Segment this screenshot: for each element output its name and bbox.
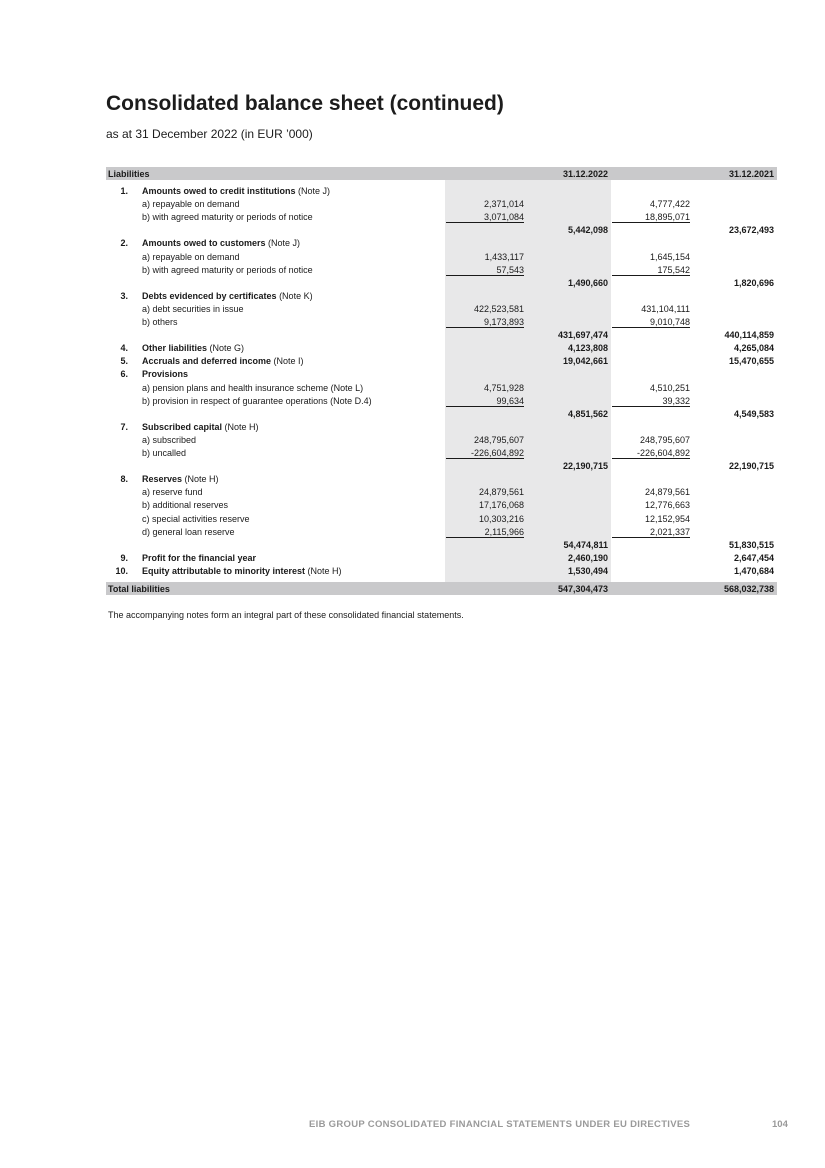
row-label <box>142 553 256 563</box>
row-label <box>142 238 300 248</box>
footnote: The accompanying notes form an integral part of these consolidated financial statements. <box>108 610 464 620</box>
table-row <box>106 354 777 367</box>
footer-text: EIB GROUP CONSOLIDATED FINANCIAL STATEMENTS UNDER EU DIRECTIVES <box>309 1119 691 1130</box>
table-row <box>106 197 777 210</box>
value-2021-detail: 1,645,154 <box>649 251 690 262</box>
table-row <box>106 564 777 577</box>
table-row <box>106 381 777 394</box>
value-2022-detail: 2,115,966 <box>446 527 524 538</box>
value-2022-subtotal: 431,697,474 <box>557 330 608 341</box>
table-row <box>106 341 777 354</box>
value-2021-detail: 24,879,561 <box>644 487 690 498</box>
value-2021-detail: 4,510,251 <box>649 382 690 393</box>
total-row <box>106 582 777 595</box>
value-2022-subtotal: 19,042,661 <box>562 356 608 367</box>
row-label-text: Profit for the financial year <box>142 552 257 563</box>
value-2021-detail: 39,332 <box>612 396 690 407</box>
row-label-text: b) others <box>142 317 178 327</box>
value-2021-detail: 248,795,607 <box>639 434 690 445</box>
row-label-text: a) repayable on demand <box>142 251 240 262</box>
row-number: 2. <box>120 238 128 249</box>
table-row <box>106 551 777 564</box>
page-title: Consolidated balance sheet (continued) <box>106 92 504 115</box>
row-label <box>142 199 240 209</box>
row-label-text: Accruals and deferred income <box>142 356 272 367</box>
value-2021-detail: 175,542 <box>612 265 690 276</box>
row-label <box>142 422 259 432</box>
table-row <box>106 328 777 341</box>
row-label <box>142 448 186 458</box>
row-note: (Note G) <box>207 343 245 354</box>
row-label <box>142 265 313 275</box>
value-2022-detail: 1,433,117 <box>484 251 524 262</box>
table-row <box>106 459 777 472</box>
row-number: 6. <box>120 369 128 380</box>
total-label: Total liabilities <box>108 584 170 594</box>
row-label-text: c) special activities reserve <box>142 513 250 524</box>
row-label <box>142 317 178 327</box>
table-row <box>106 420 777 433</box>
value-2022-detail: 10,303,216 <box>478 513 524 524</box>
table-row <box>106 525 777 538</box>
table-row <box>106 302 777 315</box>
value-2022-subtotal: 2,460,190 <box>567 552 608 563</box>
table-row <box>106 394 777 407</box>
table-row <box>106 446 777 459</box>
row-note: (Note H) <box>182 474 219 485</box>
value-2021-detail: 12,776,663 <box>644 500 690 511</box>
row-label-text: Provisions <box>142 369 189 380</box>
table-row <box>106 276 777 289</box>
page-number: 104 <box>772 1119 788 1130</box>
row-label-text: a) pension plans and health insurance scheme (Note L) <box>142 382 364 393</box>
value-2021-detail: 4,777,422 <box>649 199 690 210</box>
header-col-2022: 31.12.2022 <box>562 169 608 179</box>
value-2021-subtotal: 2,647,454 <box>733 552 774 563</box>
row-label <box>142 343 244 353</box>
header-col-2021: 31.12.2021 <box>728 169 774 179</box>
row-label <box>142 435 196 445</box>
row-label-text: b) provision in respect of guarantee operations (Note D.4) <box>142 395 372 406</box>
value-2022-subtotal: 1,490,660 <box>567 277 608 288</box>
value-2021-subtotal: 1,470,684 <box>733 565 774 576</box>
value-2021-subtotal: 440,114,859 <box>724 330 774 341</box>
row-label-text: Amounts owed to customers <box>142 238 266 249</box>
table-row <box>106 250 777 263</box>
row-label <box>142 356 304 366</box>
table-row <box>106 367 777 380</box>
table-row <box>106 184 777 197</box>
table-row <box>106 498 777 511</box>
value-2021-detail: 2,021,337 <box>612 527 690 538</box>
value-2022-detail: 24,879,561 <box>478 487 524 498</box>
row-label <box>142 500 228 510</box>
value-2021-detail: 431,104,111 <box>641 303 690 314</box>
value-2021-subtotal: 22,190,715 <box>728 461 774 472</box>
row-label <box>142 304 244 314</box>
value-2021-subtotal: 4,549,583 <box>733 408 774 419</box>
value-2021-subtotal: 51,830,515 <box>728 539 774 550</box>
value-2022-detail: 2,371,014 <box>483 199 524 210</box>
row-label <box>142 566 342 576</box>
row-number: 5. <box>120 356 128 367</box>
row-label-text: d) general loan reserve <box>142 526 235 537</box>
row-label-text: b) uncalled <box>142 448 187 458</box>
value-2022-subtotal: 5,442,098 <box>567 225 608 236</box>
value-2022-subtotal: 1,530,494 <box>567 565 608 576</box>
table-row <box>106 472 777 485</box>
value-2022-detail: 17,176,068 <box>478 500 524 511</box>
row-label <box>142 383 363 393</box>
row-label <box>142 252 240 262</box>
value-2021-detail: 12,152,954 <box>644 513 690 524</box>
total-2022: 547,304,473 <box>557 584 608 594</box>
table-row <box>106 538 777 551</box>
row-note: (Note H) <box>305 565 342 576</box>
value-2022-detail: 4,751,928 <box>483 382 524 393</box>
row-label-text: a) subscribed <box>142 434 197 445</box>
row-label <box>142 474 219 484</box>
row-number: 4. <box>120 343 128 354</box>
row-note: (Note J) <box>265 238 301 249</box>
value-2022-subtotal: 54,474,811 <box>563 539 608 550</box>
total-2021: 568,032,738 <box>723 584 774 594</box>
value-2022-detail: 422,523,581 <box>473 303 524 314</box>
row-label <box>142 369 188 379</box>
table-row <box>106 512 777 525</box>
value-2021-subtotal: 15,470,655 <box>728 356 774 367</box>
row-note: (Note H) <box>222 421 259 432</box>
value-2021-subtotal: 1,820,696 <box>733 277 774 288</box>
table-row <box>106 263 777 276</box>
table-row <box>106 210 777 223</box>
table-row <box>106 315 777 328</box>
row-label <box>142 514 250 524</box>
row-label-text: Debts evidenced by certificates <box>142 290 277 301</box>
value-2022-subtotal: 22,190,715 <box>562 461 608 472</box>
row-label-text: a) debt securities in issue <box>142 303 244 314</box>
value-2022-detail: -226,604,892 <box>446 448 524 459</box>
value-2022-subtotal: 4,123,808 <box>567 343 608 354</box>
row-label-text: a) reserve fund <box>142 487 203 498</box>
row-note: (Note J) <box>295 186 331 196</box>
row-label <box>142 186 330 196</box>
table-row <box>106 223 777 236</box>
row-number: 9. <box>120 552 128 563</box>
table-row <box>106 236 777 249</box>
row-label-text: Amounts owed to credit institutions <box>142 186 296 196</box>
row-label <box>142 527 235 537</box>
value-2022-detail: 57,543 <box>446 265 524 276</box>
page-subtitle: as at 31 December 2022 (in EUR ’000) <box>106 127 313 141</box>
value-2021-subtotal: 23,672,493 <box>728 225 774 236</box>
value-2021-subtotal: 4,265,084 <box>733 343 774 354</box>
value-2022-detail: 9,173,893 <box>446 317 524 328</box>
value-2022-detail: 3,071,084 <box>446 212 524 223</box>
value-2021-detail: -226,604,892 <box>612 448 690 459</box>
row-label-text: Reserves <box>142 474 183 485</box>
row-label <box>142 212 313 222</box>
row-number: 10. <box>115 565 128 576</box>
table-row <box>106 485 777 498</box>
row-number: 3. <box>120 290 128 301</box>
row-label <box>142 291 313 301</box>
table-row <box>106 289 777 302</box>
row-number: 7. <box>120 421 128 432</box>
value-2022-detail: 248,795,607 <box>473 434 524 445</box>
row-label-text: b) with agreed maturity or periods of notice <box>142 212 313 223</box>
row-label-text: Subscribed capital <box>142 421 223 432</box>
row-number: 8. <box>120 474 128 485</box>
row-label-text: b) with agreed maturity or periods of notice <box>142 264 313 275</box>
table-header <box>106 167 777 180</box>
value-2022-subtotal: 4,851,562 <box>567 408 608 419</box>
row-label-text: b) additional reserves <box>142 500 229 511</box>
value-2021-detail: 9,010,748 <box>612 317 690 328</box>
row-note: (Note K) <box>276 290 313 301</box>
row-label <box>142 487 203 497</box>
row-label <box>142 396 372 406</box>
value-2021-detail: 18,895,071 <box>612 212 690 223</box>
table-row <box>106 433 777 446</box>
row-note: (Note I) <box>271 356 304 367</box>
value-2022-detail: 99,634 <box>446 396 524 407</box>
row-number: 1. <box>120 186 128 196</box>
row-label-text: a) repayable on demand <box>142 199 240 210</box>
table-row <box>106 407 777 420</box>
header-liabilities: Liabilities <box>108 169 150 179</box>
row-label-text: Other liabilities <box>142 343 208 354</box>
row-label-text: Equity attributable to minority interest <box>142 565 306 576</box>
